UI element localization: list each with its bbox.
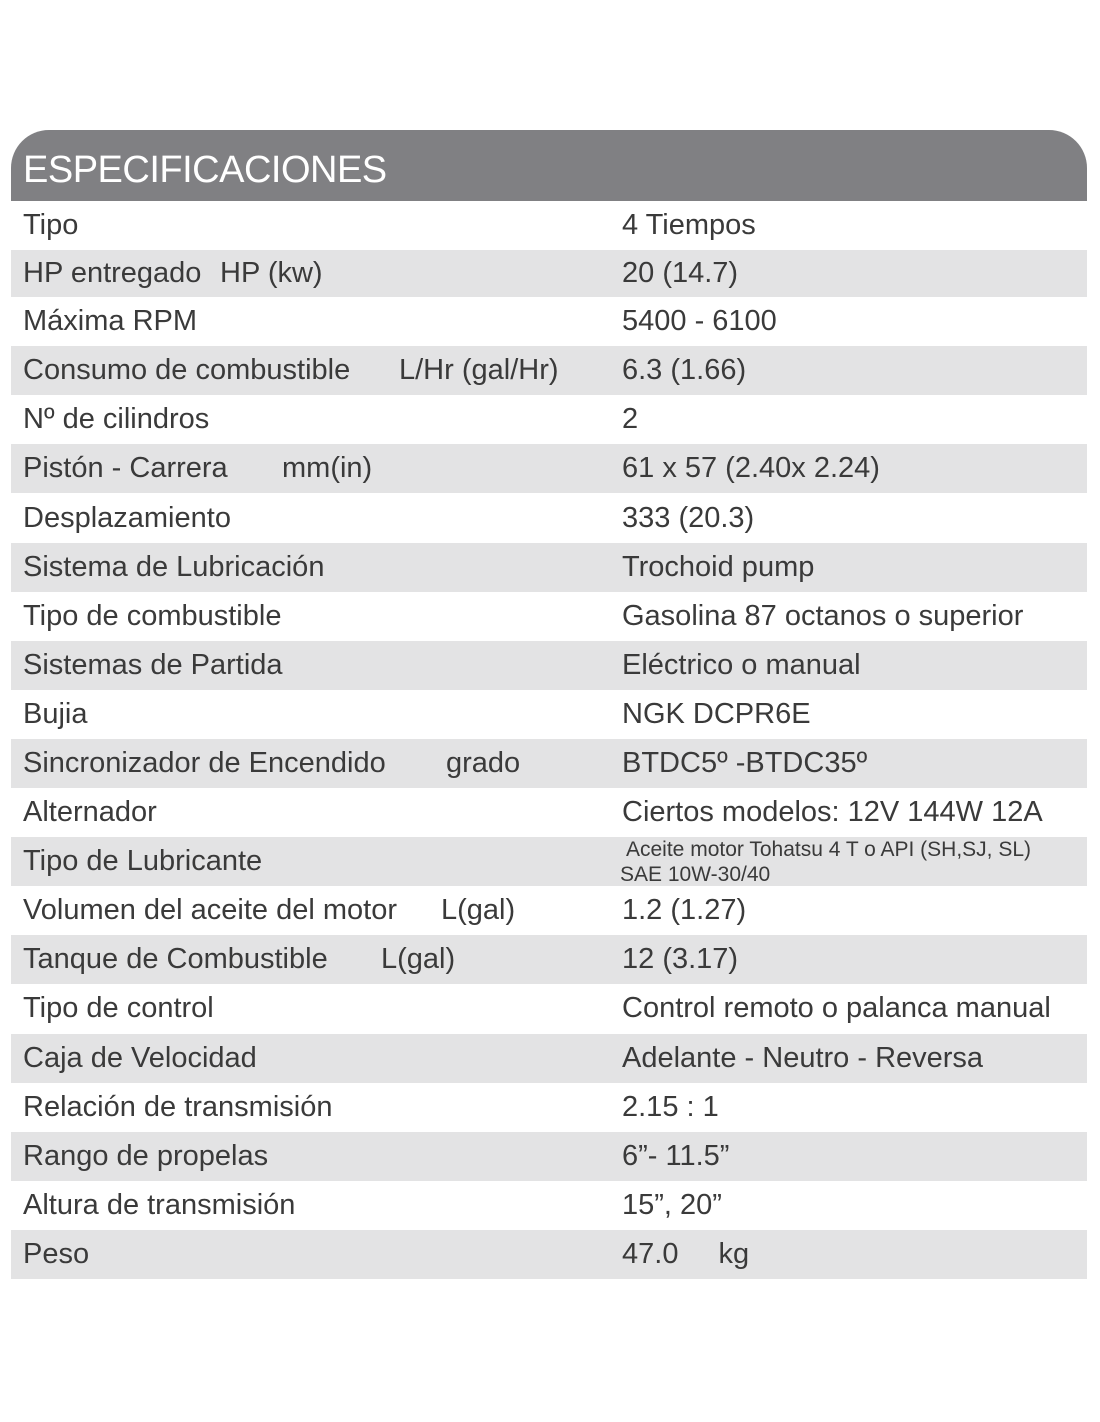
spec-label: HP entregado [23, 257, 202, 290]
spec-value: 6.3 (1.66) [622, 354, 747, 387]
spec-row-lubricacion [11, 543, 1087, 592]
spec-value: 333 (20.3) [622, 501, 755, 534]
spec-label: Volumen del aceite del motor [23, 894, 397, 927]
spec-row-partida [11, 641, 1087, 690]
spec-value-line: Aceite motor Tohatsu 4 T o API (SH,SJ, SL) [626, 837, 1032, 861]
spec-label: Rango de propelas [23, 1139, 269, 1172]
spec-row-piston [11, 444, 1087, 493]
spec-row-altura [11, 1181, 1087, 1230]
spec-row-cilindros [11, 395, 1087, 444]
spec-row-lubricante [11, 837, 1087, 886]
spec-row-tanque [11, 935, 1087, 984]
spec-row-volumen-aceite [11, 886, 1087, 935]
spec-label: Nº de cilindros [23, 403, 210, 436]
spec-title: ESPECIFICACIONES [23, 149, 387, 191]
spec-sheet [11, 130, 1087, 1279]
spec-value: 12 (3.17) [622, 943, 739, 976]
spec-value-number: 47.0 [622, 1237, 679, 1270]
spec-value: Gasolina 87 octanos o superior [622, 599, 1024, 632]
spec-row-bujia [11, 690, 1087, 739]
spec-unit: L(gal) [381, 943, 456, 976]
spec-label: Sistema de Lubricación [23, 550, 325, 583]
spec-unit: grado [446, 746, 521, 779]
spec-label: Sincronizador de Encendido [23, 746, 386, 779]
spec-value: 61 x 57 (2.40x 2.24) [622, 452, 880, 485]
spec-table [11, 201, 1087, 1279]
spec-row-rpm [11, 297, 1087, 346]
spec-value: 1.2 (1.27) [622, 894, 747, 927]
spec-value: Ciertos modelos: 12V 144W 12A [622, 796, 1043, 829]
spec-label: Desplazamiento [23, 501, 231, 534]
spec-value: BTDC5º -BTDC35º [622, 746, 868, 779]
spec-value [622, 837, 1031, 886]
spec-value: Adelante - Neutro - Reversa [622, 1041, 984, 1074]
spec-label: Tipo de Lubricante [23, 845, 263, 878]
spec-value: 20 (14.7) [622, 257, 739, 290]
spec-unit: mm(in) [282, 452, 373, 485]
spec-row-hp [11, 250, 1087, 297]
spec-value: Trochoid pump [622, 550, 815, 583]
spec-label: Tipo de control [23, 992, 214, 1025]
spec-label: Bujia [23, 697, 88, 730]
spec-label: Sistemas de Partida [23, 648, 283, 681]
spec-value: 4 Tiempos [622, 209, 756, 242]
spec-row-desplazamiento [11, 493, 1087, 542]
spec-label: Peso [23, 1237, 90, 1270]
spec-header [11, 130, 1087, 201]
spec-value: 5400 - 6100 [622, 305, 777, 338]
spec-row-control [11, 984, 1087, 1033]
spec-value: 6”- 11.5” [622, 1139, 730, 1172]
spec-unit: L(gal) [441, 894, 516, 927]
spec-row-propelas [11, 1132, 1087, 1181]
spec-label: Caja de Velocidad [23, 1041, 257, 1074]
spec-unit: kg [718, 1237, 750, 1270]
spec-label: Consumo de combustible [23, 354, 351, 387]
spec-value-line: SAE 10W-30/40 [620, 862, 771, 886]
spec-label: Alternador [23, 796, 157, 829]
spec-row-consumo [11, 346, 1087, 395]
spec-value: Eléctrico o manual [622, 648, 861, 681]
spec-row-tipo [11, 201, 1087, 250]
spec-label: Altura de transmisión [23, 1188, 296, 1221]
spec-row-sincronizador [11, 739, 1087, 788]
spec-value: 2 [622, 403, 639, 436]
spec-label: Tanque de Combustible [23, 943, 328, 976]
spec-row-alternador [11, 788, 1087, 837]
spec-value [622, 1230, 749, 1279]
spec-value: 2.15 : 1 [622, 1090, 719, 1123]
spec-value: 15”, 20” [622, 1188, 722, 1221]
spec-label: Relación de transmisión [23, 1090, 333, 1123]
spec-unit: L/Hr (gal/Hr) [399, 354, 559, 387]
spec-row-caja [11, 1034, 1087, 1083]
spec-value: Control remoto o palanca manual [622, 992, 1051, 1025]
spec-row-relacion [11, 1083, 1087, 1132]
spec-row-tipo-combustible [11, 592, 1087, 641]
spec-label: Pistón - Carrera [23, 452, 228, 485]
spec-label: Tipo [23, 209, 79, 242]
spec-value: NGK DCPR6E [622, 697, 811, 730]
spec-unit: HP (kw) [220, 257, 323, 290]
spec-row-peso [11, 1230, 1087, 1279]
spec-label: Máxima RPM [23, 305, 198, 338]
spec-label: Tipo de combustible [23, 599, 282, 632]
